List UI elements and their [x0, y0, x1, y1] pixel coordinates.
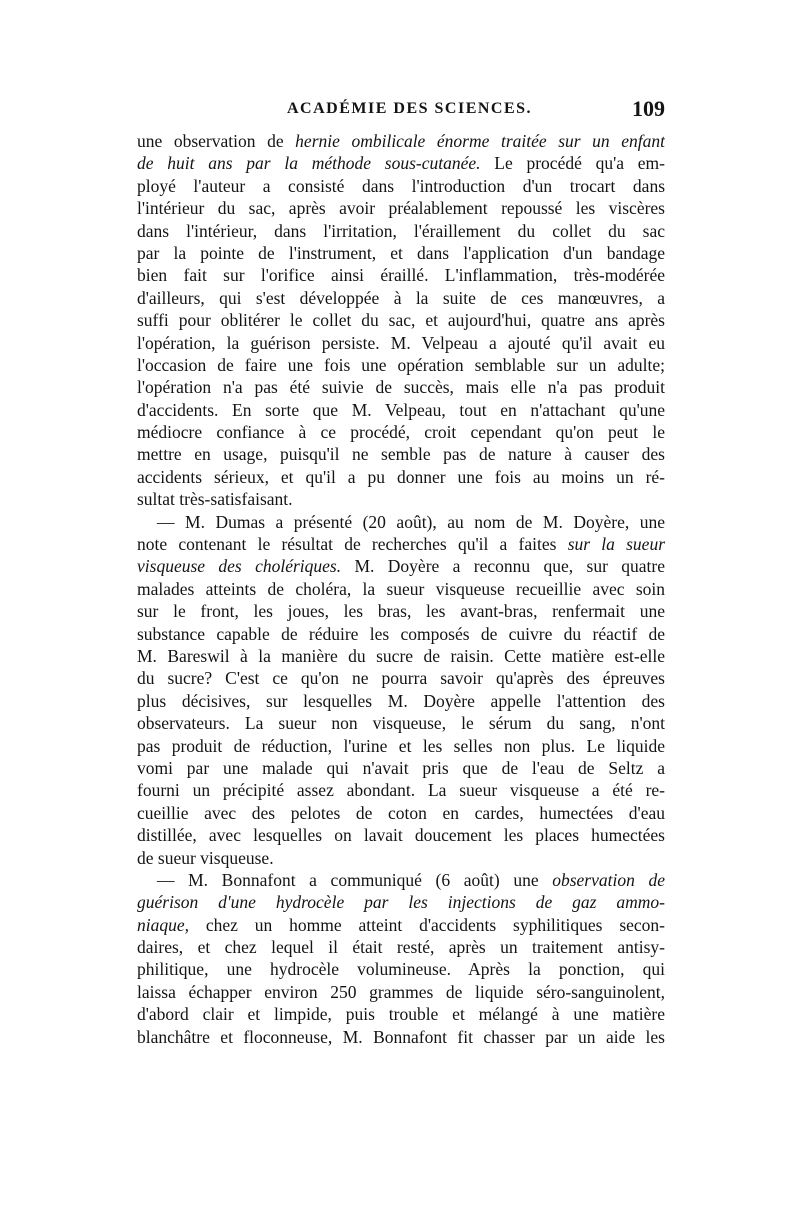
text-segment: substance capable de réduire les composés de cuivre du réactif de [137, 623, 665, 644]
text-line [137, 1026, 665, 1048]
text-segment: M. Bareswil à la manière du sucre de raisin. Cette matière est-elle [137, 645, 665, 666]
italic-text: de huit ans par la méthode sous-cutanée. [137, 153, 481, 174]
text-line [137, 421, 665, 443]
text-segment: — M. Bonnafont a communiqué (6 août) une [157, 869, 553, 890]
text-segment: malades atteints de choléra, la sueur visqueuse recueillie avec soin [137, 578, 665, 599]
text-segment: sur le front, les joues, les bras, les avant-bras, renfermait une [137, 601, 665, 622]
text-segment: du sucre? C'est ce qu'on ne pourra savoir qu'après des épreuves [137, 668, 665, 689]
text-line [137, 891, 665, 913]
text-segment: accidents sérieux, et qu'il a pu donner une fois au moins un ré- [137, 466, 665, 487]
italic-text: observation de [552, 869, 665, 890]
text-segment: l'occasion de faire une fois une opération semblable sur un adulte; [137, 354, 665, 375]
text-line [137, 287, 665, 309]
text-segment: blanchâtre et floconneuse, M. Bonnafont fit chasser par un aide les [137, 1026, 665, 1047]
text-line [137, 735, 665, 757]
text-segment: l'opération n'a pas été suivie de succès, mais elle n'a pas produit [137, 377, 665, 398]
text-line [137, 376, 665, 398]
page-number: 109 [632, 96, 665, 121]
text-line [137, 690, 665, 712]
italic-text: sur la sueur [567, 534, 665, 555]
text-line [137, 869, 665, 891]
text-line [137, 152, 665, 174]
text-segment: observateurs. La sueur non visqueuse, le sérum du sang, n'ont [137, 713, 665, 734]
text-segment: Le procédé qu'a em- [480, 153, 665, 174]
italic-text: guérison d'une hydrocèle par les injections de gaz ammo- [137, 892, 665, 913]
text-segment: — M. Dumas a présenté (20 août), au nom de M. Doyère, une [157, 511, 665, 532]
text-segment: l'opération, la guérison persiste. M. Velpeau a ajouté qu'il avait eu [137, 332, 665, 353]
text-line [137, 466, 665, 488]
text-segment: vomi par une malade qui n'avait pris que de l'eau de Seltz a [137, 757, 665, 778]
text-line [137, 175, 665, 197]
text-line [137, 802, 665, 824]
text-segment: chez un homme atteint d'accidents syphilitiques secon- [189, 914, 665, 935]
text-segment: d'ailleurs, qui s'est développée à la suite de ces manœuvres, a [137, 287, 665, 308]
text-line [137, 197, 665, 219]
text-line [137, 242, 665, 264]
text-segment: pas produit de réduction, l'urine et les selles non plus. Le liquide [137, 735, 665, 756]
text-segment: daires, et chez lequel il était resté, après un traitement antisy- [137, 937, 665, 958]
text-line [137, 332, 665, 354]
text-segment: philitique, une hydrocèle volumineuse. Après la ponction, qui [137, 959, 665, 980]
text-line [137, 309, 665, 331]
text-segment: dans l'intérieur, dans l'irritation, l'éraillement du collet du sac [137, 220, 665, 241]
text-line [137, 1003, 665, 1025]
text-line [137, 757, 665, 779]
text-line [137, 981, 665, 1003]
text-segment: plus décisives, sur lesquelles M. Doyère appelle l'attention des [137, 690, 665, 711]
text-segment: l'intérieur du sac, après avoir préalablement repoussé les viscères [137, 198, 665, 219]
book-page [137, 96, 665, 1048]
text-line [137, 130, 665, 152]
text-segment: médiocre confiance à ce procédé, croit cependant qu'on peut le [137, 422, 665, 443]
text-line [137, 824, 665, 846]
text-segment: sultat très-satisfaisant. [137, 489, 293, 510]
running-head-title: ACADÉMIE DES SCIENCES. [287, 100, 533, 117]
text-line [137, 511, 665, 533]
text-segment: cueillie avec des pelotes de coton en cardes, humectées d'eau [137, 802, 665, 823]
text-line [137, 443, 665, 465]
text-line [137, 667, 665, 689]
text-line [137, 399, 665, 421]
text-line [137, 958, 665, 980]
text-line [137, 712, 665, 734]
italic-text: niaque, [137, 914, 190, 935]
text-line [137, 645, 665, 667]
text-segment: laissa échapper environ 250 grammes de liquide séro-sanguinolent, [137, 981, 665, 1002]
text-line [137, 533, 665, 555]
text-segment: d'abord clair et limpide, puis trouble et mélangé à une matière [137, 1004, 665, 1025]
text-line [137, 914, 665, 936]
text-segment: ployé l'auteur a consisté dans l'introduction d'un trocart dans [137, 175, 665, 196]
text-line [137, 578, 665, 600]
italic-text: hernie ombilicale énorme traitée sur un enfant [295, 131, 665, 151]
text-segment: note contenant le résultat de recherches qu'il a faites [137, 534, 568, 555]
text-line [137, 600, 665, 622]
text-segment: par la pointe de l'instrument, et dans l'application d'un bandage [137, 242, 665, 263]
text-segment: mettre en usage, puisqu'il ne semble pas de nature à causer des [137, 444, 665, 465]
text-line [137, 354, 665, 376]
text-line [137, 264, 665, 286]
text-segment: suffi pour oblitérer le collet du sac, et aujourd'hui, quatre ans après [137, 310, 665, 331]
text-segment: de sueur visqueuse. [137, 847, 274, 868]
text-line [137, 847, 665, 869]
text-segment: M. Doyère a reconnu que, sur quatre [341, 556, 665, 577]
text-line [137, 779, 665, 801]
body-text [137, 130, 665, 1048]
text-line [137, 488, 665, 510]
text-line [137, 555, 665, 577]
text-segment: distillée, avec lesquelles on lavait doucement les places humectées [137, 825, 665, 846]
text-line [137, 623, 665, 645]
text-segment: bien fait sur l'orifice ainsi éraillé. L'inflammation, très-modérée [137, 265, 665, 286]
text-segment: fourni un précipité assez abondant. La sueur visqueuse a été re- [137, 780, 665, 801]
text-line [137, 936, 665, 958]
text-line [137, 220, 665, 242]
italic-text: visqueuse des cholériques. [137, 556, 342, 577]
text-segment: une observation de [137, 131, 296, 151]
text-segment: d'accidents. En sorte que M. Velpeau, tout en n'attachant qu'une [137, 399, 665, 420]
running-head [137, 96, 665, 130]
